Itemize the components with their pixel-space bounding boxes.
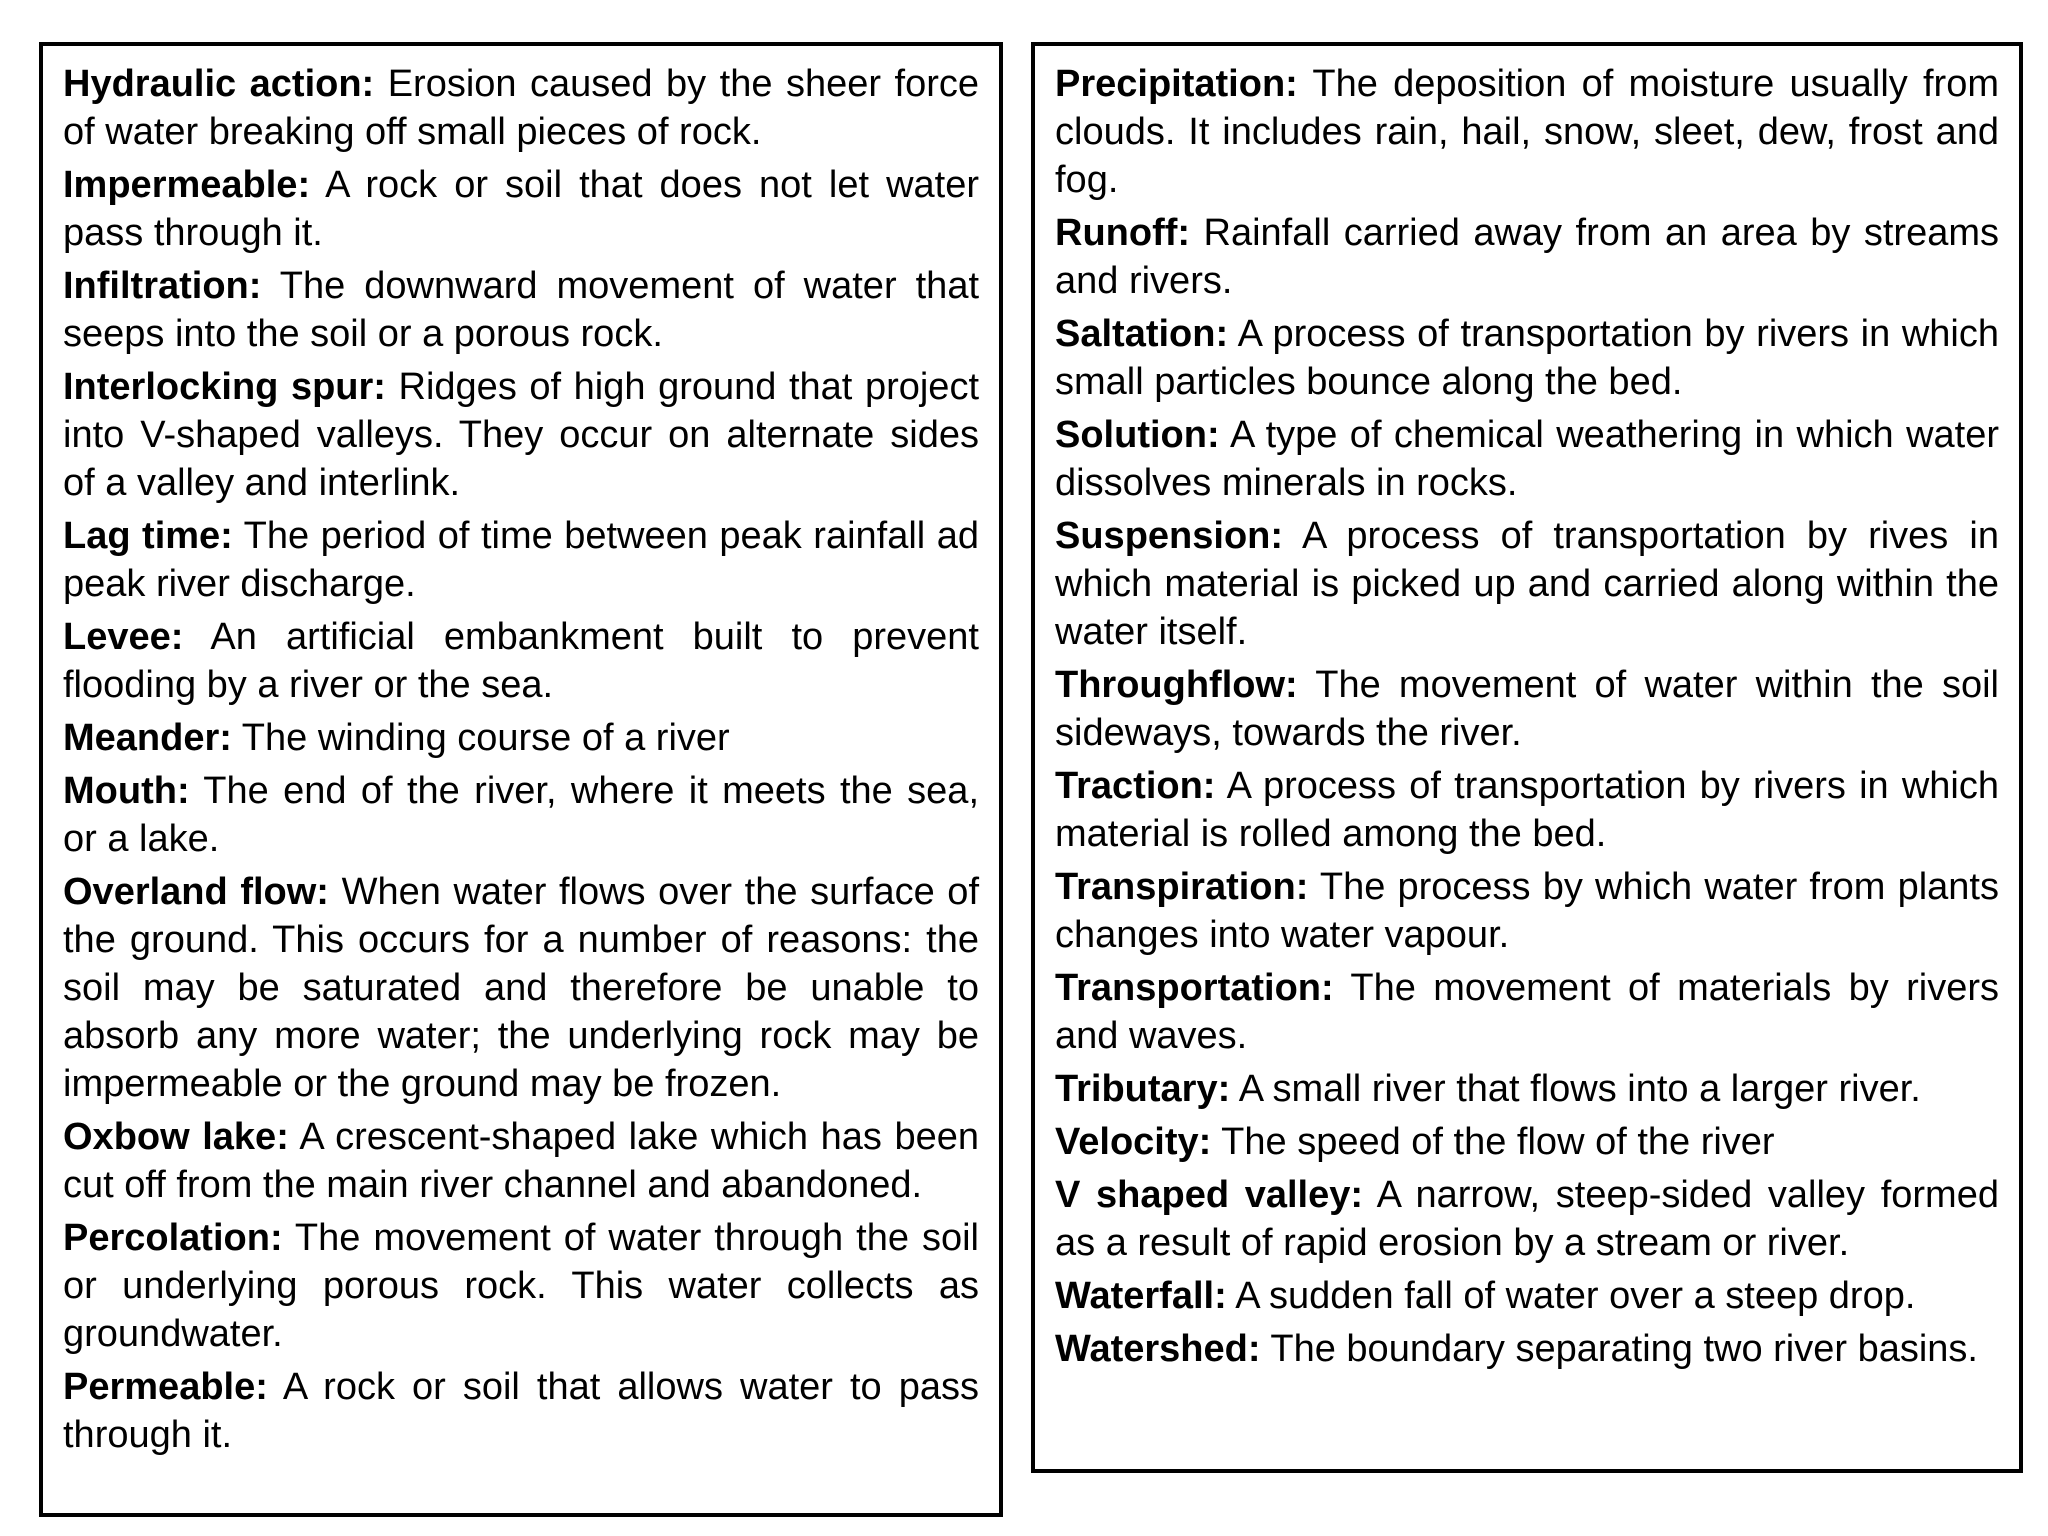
glossary-entry-impermeable [63,161,979,257]
term: Watershed: [1055,1328,1261,1370]
definition: The movement of water within the soil sideways, towards the river. [1055,664,1999,754]
glossary-entry-waterfall [1055,1272,1999,1320]
definition: A rock or soil that does not let water pass through it. [63,164,979,254]
term: Tributary: [1055,1068,1231,1110]
definition: The downward movement of water that seeps into the soil or a porous rock. [63,265,980,355]
definition: The winding course of a river [241,717,730,759]
glossary-entry-v-shaped-valley [1055,1171,1999,1267]
term: Levee: [63,616,184,658]
term: Oxbow lake: [63,1116,289,1158]
glossary-entry-infiltration [63,262,979,358]
term: Transportation: [1055,967,1334,1009]
definition: The movement of materials by rivers and waves. [1055,967,2000,1057]
glossary-entry-lag-time [63,512,979,608]
definition: The deposition of moisture usually from clouds. It includes rain, hail, snow, sleet, dew, frost and fog. [1055,63,1999,201]
definition: The boundary separating two river basins. [1270,1328,1978,1370]
definition: When water flows over the surface of the ground. This occurs for a number of reasons: the soil may be saturated and therefore be unable to absorb any more water; the underlying rock may be impermeable or the ground may be frozen. [63,871,979,1105]
glossary-entry-suspension [1055,512,1999,656]
definition: Erosion caused by the sheer force of water breaking off small pieces of rock. [63,63,979,153]
term: Runoff: [1055,212,1191,254]
term: Waterfall: [1055,1275,1227,1317]
glossary-box-left [39,42,1003,1517]
term: Mouth: [63,770,190,812]
glossary-entry-solution [1055,411,1999,507]
glossary-entry-transpiration [1055,863,1999,959]
term: Percolation: [63,1217,283,1259]
definition: A type of chemical weathering in which water dissolves minerals in rocks. [1055,414,1999,504]
definition: A process of transportation by rivers in which small particles bounce along the bed. [1055,313,1999,403]
glossary-entry-overland-flow [63,868,979,1108]
term: Interlocking spur: [63,366,386,408]
definition: A small river that flows into a larger river. [1238,1068,1921,1110]
glossary-entry-throughflow [1055,661,1999,757]
definition: The period of time between peak rainfall ad peak river discharge. [63,515,979,605]
definition: The process by which water from plants changes into water vapour. [1055,866,1999,956]
glossary-entry-precipitation [1055,60,1999,204]
glossary-entry-transportation [1055,964,1999,1060]
glossary-entry-saltation [1055,310,1999,406]
definition: The speed of the flow of the river [1221,1121,1775,1163]
glossary-entry-levee [63,613,979,709]
glossary-entry-runoff [1055,209,1999,305]
glossary-entry-mouth [63,767,979,863]
glossary-entry-interlocking-spur [63,363,979,507]
glossary-entry-watershed [1055,1325,1999,1373]
term: Throughflow: [1055,664,1298,706]
definition: An artificial embankment built to prevent flooding by a river or the sea. [63,616,979,706]
definition: The movement of water through the soil or underlying porous rock. This water collects as groundwater. [63,1217,979,1355]
definition: Rainfall carried away from an area by streams and rivers. [1055,212,2000,302]
definition: A narrow, steep-sided valley formed as a result of rapid erosion by a stream or river. [1055,1174,1999,1264]
term: Permeable: [63,1366,268,1408]
term: Overland flow: [63,871,329,913]
term: Meander: [63,717,232,759]
term: Hydraulic action: [63,63,375,105]
definition: The end of the river, where it meets the sea, or a lake. [63,770,979,860]
term: Velocity: [1055,1121,1212,1163]
glossary-entry-percolation [63,1214,979,1358]
term: Saltation: [1055,313,1229,355]
term: Infiltration: [63,265,262,307]
term: V shaped valley: [1055,1174,1364,1216]
glossary-entry-oxbow-lake [63,1113,979,1209]
definition: A crescent-shaped lake which has been cut off from the main river channel and abandoned. [63,1116,980,1206]
glossary-box-right [1031,42,2023,1473]
term: Solution: [1055,414,1220,456]
glossary-entry-traction [1055,762,1999,858]
term: Traction: [1055,765,1216,807]
glossary-entry-meander [63,714,979,762]
glossary-entry-velocity [1055,1118,1999,1166]
definition: A process of transportation by rives in which material is picked up and carried along within the water itself. [1055,515,1999,653]
term: Suspension: [1055,515,1284,557]
term: Precipitation: [1055,63,1298,105]
definition: A sudden fall of water over a steep drop. [1235,1275,1916,1317]
definition: A rock or soil that allows water to pass through it. [63,1366,979,1456]
glossary-entry-permeable [63,1363,979,1459]
glossary-entry-tributary [1055,1065,1999,1113]
definition: A process of transportation by rivers in which material is rolled among the bed. [1055,765,1999,855]
definition: Ridges of high ground that project into V-shaped valleys. They occur on alternate sides of a valley and interlink. [63,366,980,504]
term: Transpiration: [1055,866,1309,908]
term: Impermeable: [63,164,311,206]
glossary-entry-hydraulic-action [63,60,979,156]
term: Lag time: [63,515,233,557]
